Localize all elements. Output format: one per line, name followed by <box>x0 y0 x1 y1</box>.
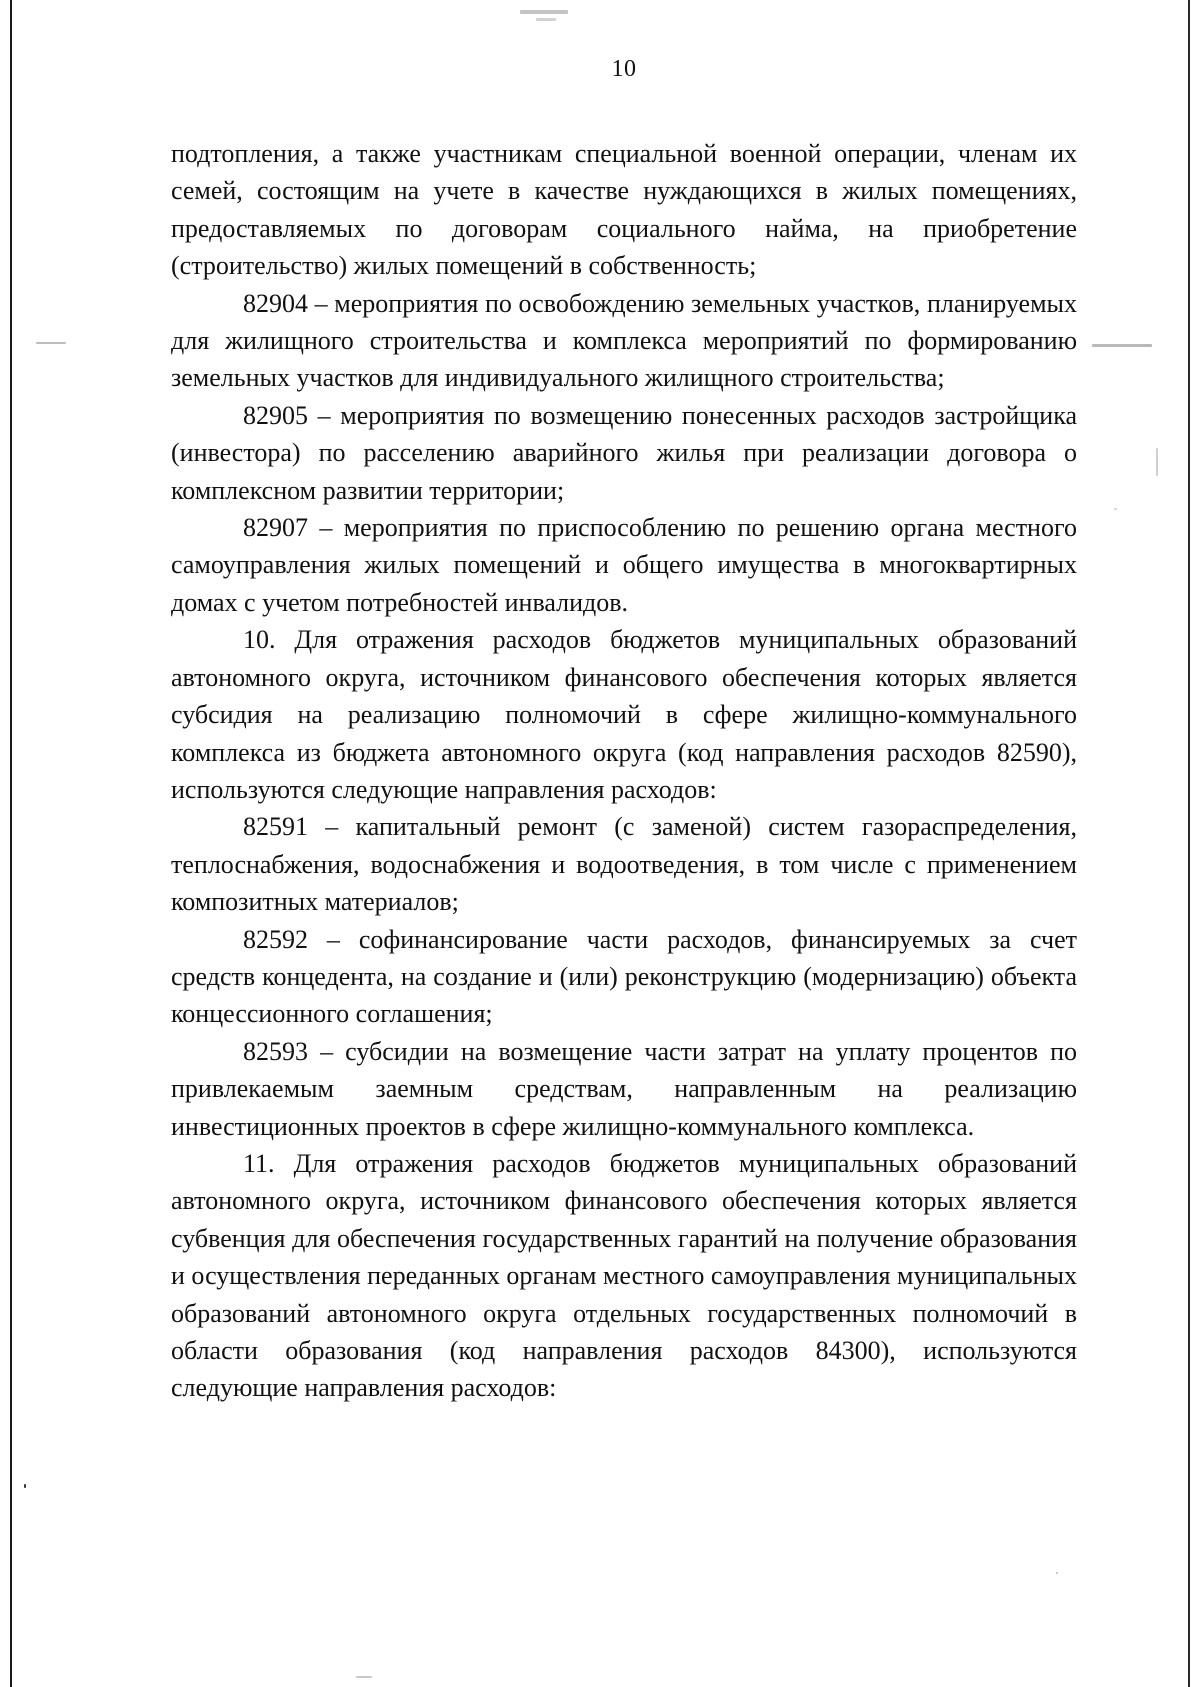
scan-noise <box>536 18 556 21</box>
scan-noise <box>356 1676 372 1678</box>
scan-noise <box>36 342 66 344</box>
scan-left-border <box>10 0 12 1687</box>
scan-noise <box>1056 1572 1058 1574</box>
scan-noise <box>520 10 568 14</box>
paragraph-continuation: подтопления, а также участникам специальной военной операции, членам их семей, состоящим на учете в качестве нуждающихся в жилых помещениях, предоставляемых по договорам социального найма, на приобретение (строительство) жилых помещений в собственность; <box>171 139 1077 281</box>
scan-noise <box>1156 448 1158 476</box>
paragraph-82591: 82591 – капитальный ремонт (с заменой) систем газораспределения, теплоснабжения, водоснабжения и водоотведения, в том числе с применением композитных материалов; <box>171 812 1077 917</box>
page-number: 10 <box>611 56 637 82</box>
paragraph-82592: 82592 – софинансирование части расходов, финансируемых за счет средств концедента, на создание и (или) реконструкцию (модернизацию) объекта концессионного соглашения; <box>171 924 1077 1029</box>
document-body <box>171 135 1077 1407</box>
scan-right-border <box>1188 0 1190 1687</box>
paragraph-clause-11: 11. Для отражения расходов бюджетов муниципальных образований автономного округа, источником финансового обеспечения которых является субвенция для обеспечения государственных гарантий на получение образования и осуществления переданных органам местного самоуправления муниципальных образований автономного округа отдельных государственных полномочий в области образования (код направления расходов 84300), используются следующие направления расходов: <box>171 1148 1077 1403</box>
scan-noise <box>1114 508 1117 510</box>
paragraph-82907: 82907 – мероприятия по приспособлению по решению органа местного самоуправления жилых помещений и общего имущества в многоквартирных домах с учетом потребностей инвалидов. <box>171 513 1077 617</box>
paragraph-82904: 82904 – мероприятия по освобождению земельных участков, планируемых для жилищного строительства и комплекса мероприятий по формированию земельных участков для индивидуального жилищного строительства; <box>171 288 1077 393</box>
scan-noise <box>1092 344 1152 347</box>
paragraph-clause-10: 10. Для отражения расходов бюджетов муниципальных образований автономного округа, источником финансового обеспечения которых является субсидия на реализацию полномочий в сфере жилищно-коммунального комплекса из бюджета автономного округа (код направления расходов 82590), используются следующие направления расходов: <box>171 625 1077 804</box>
scan-noise <box>24 1484 26 1488</box>
paragraph-82905: 82905 – мероприятия по возмещению понесенных расходов застройщика (инвестора) по расселению аварийного жилья при реализации договора о комплексном развитии территории; <box>171 400 1077 505</box>
paragraph-82593: 82593 – субсидии на возмещение части затрат на уплату процентов по привлекаемым заемным средствам, направленным на реализацию инвестиционных проектов в сфере жилищно-коммунального комплекса. <box>171 1036 1077 1141</box>
